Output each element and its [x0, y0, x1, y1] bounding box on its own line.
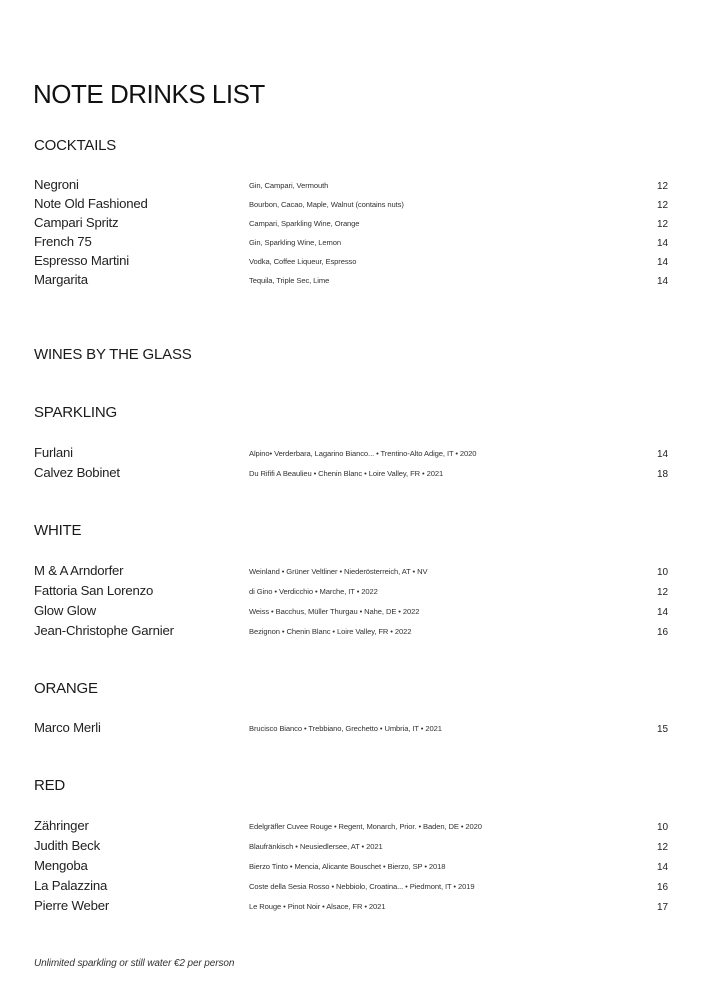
item-name: Espresso Martini [34, 253, 130, 268]
item-name: La Palazzina [34, 878, 108, 893]
item-price: 14 [657, 862, 669, 873]
menu-item [0, 563, 710, 583]
section-heading-sparkling: SPARKLING [34, 404, 117, 421]
item-price: 15 [657, 724, 669, 735]
menu-item [0, 818, 710, 838]
item-price: 16 [657, 882, 669, 893]
item-name: Glow Glow [34, 603, 96, 618]
item-name: Margarita [34, 272, 88, 287]
item-name: Zähringer [34, 818, 89, 833]
menu-item [0, 898, 710, 918]
item-description: Alpino• Verderbara, Lagarino Bianco... • Trentino-Alto Adige, IT • 2020 [249, 449, 477, 458]
item-description: Weiss • Bacchus, Müller Thurgau • Nahe, DE • 2022 [249, 607, 420, 616]
item-price: 14 [657, 238, 669, 249]
item-name: French 75 [34, 234, 92, 249]
item-price: 10 [657, 822, 669, 833]
item-price: 12 [657, 200, 669, 211]
section-heading-cocktails: COCKTAILS [34, 137, 117, 154]
item-description: Vodka, Coffee Liqueur, Espresso [249, 257, 357, 266]
item-name: Negroni [34, 177, 79, 192]
item-name: M & A Arndorfer [34, 563, 124, 578]
item-name: Pierre Weber [34, 898, 110, 913]
item-description: Campari, Sparkling Wine, Orange [249, 219, 360, 228]
page-title: NOTE DRINKS LIST [33, 79, 265, 110]
menu-item [0, 838, 710, 858]
item-description: Du Rififi A Beaulieu • Chenin Blanc • Loire Valley, FR • 2021 [249, 469, 444, 478]
item-name: Note Old Fashioned [34, 196, 148, 211]
item-name: Campari Spritz [34, 215, 119, 230]
menu-item [0, 272, 710, 292]
menu-item [0, 215, 710, 235]
section-heading-orange: ORANGE [34, 680, 98, 697]
section-heading-wines: WINES BY THE GLASS [34, 346, 192, 363]
item-price: 18 [657, 469, 669, 480]
item-description: Gin, Campari, Vermouth [249, 181, 329, 190]
menu-item [0, 858, 710, 878]
item-price: 12 [657, 842, 669, 853]
item-price: 14 [657, 607, 669, 618]
item-price: 14 [657, 276, 669, 287]
item-name: Furlani [34, 445, 73, 460]
item-price: 16 [657, 627, 669, 638]
item-price: 12 [657, 587, 669, 598]
item-price: 14 [657, 449, 669, 460]
item-description: Edelgräfler Cuvee Rouge • Regent, Monarch, Prior. • Baden, DE • 2020 [249, 822, 482, 831]
item-description: Gin, Sparkling Wine, Lemon [249, 238, 341, 247]
item-description: Bezignon • Chenin Blanc • Loire Valley, FR • 2022 [249, 627, 412, 636]
item-name: Mengoba [34, 858, 88, 873]
item-price: 12 [657, 181, 669, 192]
menu-item [0, 445, 710, 465]
menu-item [0, 878, 710, 898]
item-description: Blaufränkisch • Neusiedlersee, AT • 2021 [249, 842, 383, 851]
item-description: Coste della Sesia Rosso • Nebbiolo, Croatina... • Piedmont, IT • 2019 [249, 882, 475, 891]
item-name: Judith Beck [34, 838, 100, 853]
item-name: Marco Merli [34, 720, 101, 735]
item-description: Brucisco Bianco • Trebbiano, Grechetto • Umbria, IT • 2021 [249, 724, 442, 733]
menu-item [0, 603, 710, 623]
section-heading-red: RED [34, 777, 66, 794]
item-description: Le Rouge • Pinot Noir • Alsace, FR • 2021 [249, 902, 386, 911]
menu-item [0, 720, 710, 740]
menu-item [0, 177, 710, 197]
item-price: 12 [657, 219, 669, 230]
menu-item [0, 253, 710, 273]
section-heading-white: WHITE [34, 522, 82, 539]
menu-item [0, 623, 710, 643]
item-description: Tequila, Triple Sec, Lime [249, 276, 330, 285]
menu-item [0, 465, 710, 485]
menu-item [0, 583, 710, 603]
item-description: di Gino • Verdicchio • Marche, IT • 2022 [249, 587, 378, 596]
item-description: Bourbon, Cacao, Maple, Walnut (contains nuts) [249, 200, 404, 209]
item-price: 10 [657, 567, 669, 578]
footer-note: Unlimited sparkling or still water €2 per person [34, 958, 235, 969]
item-price: 17 [657, 902, 669, 913]
menu-item [0, 196, 710, 216]
menu-item [0, 234, 710, 254]
item-name: Calvez Bobinet [34, 465, 120, 480]
item-price: 14 [657, 257, 669, 268]
item-name: Fattoria San Lorenzo [34, 583, 154, 598]
item-description: Weinland • Grüner Veltliner • Niederösterreich, AT • NV [249, 567, 428, 576]
item-name: Jean-Christophe Garnier [34, 623, 174, 638]
item-description: Bierzo Tinto • Mencia, Alicante Bouschet • Bierzo, SP • 2018 [249, 862, 446, 871]
